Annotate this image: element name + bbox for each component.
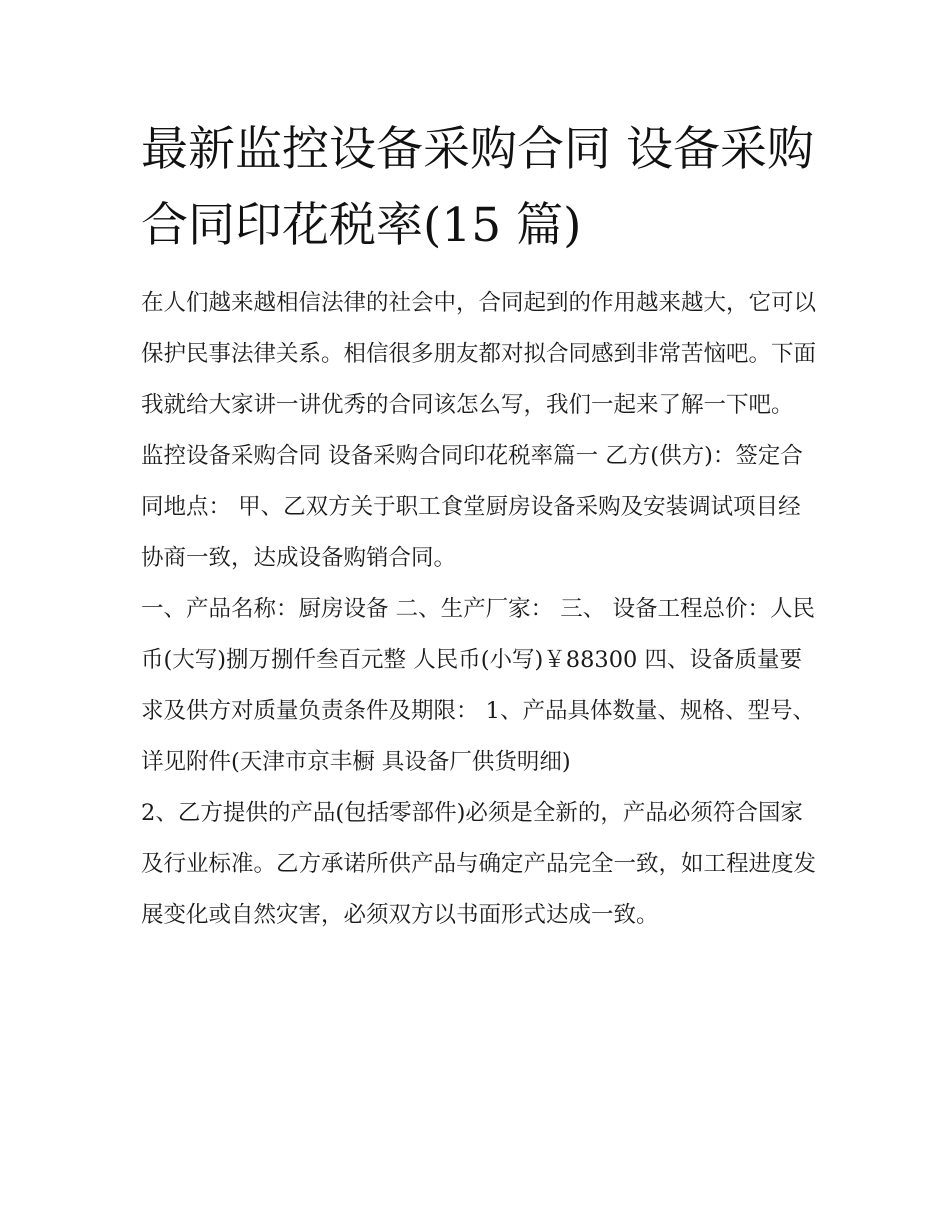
paragraph-intro: 在人们越来越相信法律的社会中，合同起到的作用越来越大，它可以保护民事法律关系。相信很多朋友都对拟合同感到非常苦恼吧。下面我就给大家讲一讲优秀的合同该怎么写，我们一起来了解一下吧。 [141, 290, 817, 418]
document-title: 最新监控设备采购合同 设备采购合同印花税率(15 篇) [141, 122, 814, 253]
paragraph-product-terms: 一、产品名称：厨房设备 二、生产厂家： 三、 设备工程总价：人民币(大写)捌万捌仟叁百元整 人民币(小写)￥88300 四、设备质量要求及供方对质量负责条件及期限： 1、产品具体数量、规格、型号、详见附件(天津市京丰橱 具设备厂供货明细) [141, 596, 815, 775]
document-body [141, 278, 821, 941]
paragraph-quality-terms: 2、乙方提供的产品(包括零部件)必须是全新的，产品必须符合国家及行业标准。乙方承诺所供产品与确定产品完全一致，如工程进度发展变化或自然灾害，必须双方以书面形式达成一致。 [141, 800, 817, 928]
paragraph-contract-parties: 监控设备采购合同 设备采购合同印花税率篇一 乙方(供方)：签定合同地点： 甲、乙双方关于职工食堂厨房设备采购及安装调试项目经协商一致，达成设备购销合同。 [141, 443, 803, 571]
